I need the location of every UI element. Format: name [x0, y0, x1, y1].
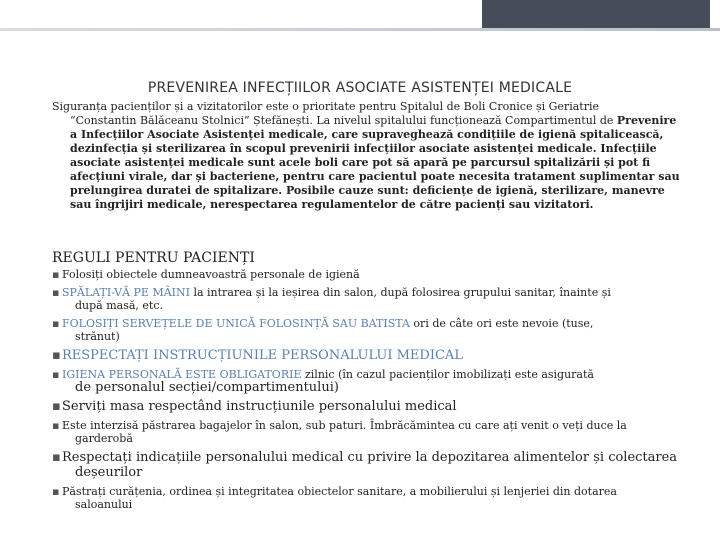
rule-text: la intrarea și la ieșirea din salon, după folosirea grupului sanitar, înainte și: [189, 286, 611, 299]
intro-paragraph: [52, 100, 682, 212]
top-decoration: [0, 0, 720, 32]
bullet-icon: ▪: [52, 286, 60, 299]
rule-item: [52, 419, 682, 445]
top-dark-stripe: [482, 0, 710, 28]
rule-text: zilnic (în cazul pacienților imobilizați este asigurată: [301, 368, 594, 381]
rule-item: [52, 450, 682, 480]
rules-list: [52, 268, 682, 516]
rule-item: [52, 399, 682, 414]
page-title: PREVENIREA INFECȚIILOR ASOCIATE ASISTENȚEI MEDICALE: [147, 80, 573, 96]
rule-item: [52, 485, 682, 511]
rule-item: [52, 348, 682, 363]
rule-highlight: RESPECTAȚI INSTRUCȚIUNILE PERSONALULUI MEDICAL: [62, 348, 463, 363]
bullet-icon: ▪: [52, 268, 60, 281]
rule-highlight: SPĂLAȚI-VĂ PE MÂINI: [62, 286, 190, 299]
rule-continuation: de personalul secției/compartimentului): [75, 380, 339, 395]
bullet-icon: ▪: [52, 485, 60, 498]
rule-continuation: deșeurilor: [75, 465, 143, 480]
rules-heading: REGULI PENTRU PACIENȚI: [52, 250, 255, 266]
rule-text: Păstrați curățenia, ordinea și integritatea obiectelor sanitare, a mobilierului și lenjeriei din dotarea: [62, 485, 617, 498]
top-light-stripe: [0, 28, 720, 31]
bullet-icon: ▪: [52, 419, 60, 432]
bullet-icon: ▪: [52, 348, 61, 363]
bullet-icon: ▪: [52, 399, 61, 414]
bullet-icon: ▪: [52, 317, 60, 330]
rule-item: [52, 317, 682, 343]
intro-bold-text: Prevenire a Infecțiilor Asociate Asistenței medicale, care supraveghează condițiile de igienă spitalicească, dezinfecția și sterilizarea în scopul prevenirii infecțiilor asociate asistenței medicale. Infecțiile asociate asistenței medicale sunt acele boli care pot să apară pe parcursul spitalizării și pot fi afecțiuni virale, dar și bacteriene, pentru care pacientul poate necesita tratament suplimentar sau prelungirea duratei de spitalizare. Posibile cauze sunt: deficiențe de igienă, sterilizare, manevre sau îngrijiri medicale, nerespectarea regulamentelor de către pacienți sau vizitatori.: [70, 114, 680, 211]
intro-part-2: “Constantin Bălăceanu Stolnici” Ștefănești. La nivelul spitalului funcționează Compartimentul de: [70, 114, 617, 127]
intro-line-1: Siguranța pacienților și a vizitatorilor este o prioritate pentru Spitalul de Boli Cronice și Geriatrie: [52, 100, 599, 113]
rule-continuation: saloanului: [75, 498, 133, 511]
rule-text: Serviți masa respectând instrucțiunile personalului medical: [62, 399, 457, 414]
intro-rest: [52, 114, 682, 212]
bullet-icon: ▪: [52, 368, 60, 381]
rule-highlight: IGIENA PERSONALĂ ESTE OBLIGATORIE: [62, 368, 302, 381]
rule-text: Folosiți obiectele dumneavoastră personale de igienă: [62, 268, 360, 281]
rule-highlight: FOLOSIȚI SERVEȚELE DE UNICĂ FOLOSINȚĂ SAU BATISTA: [62, 317, 410, 330]
rule-text: Este interzisă păstrarea bagajelor în salon, sub paturi. Îmbrăcămintea cu care ați venit o veți duce la: [62, 419, 627, 432]
rule-continuation: garderobă: [75, 432, 133, 445]
rule-item: [52, 268, 682, 281]
bullet-icon: ▪: [52, 450, 61, 465]
rule-item: [52, 286, 682, 312]
rule-item: [52, 368, 682, 394]
rule-continuation: după masă, etc.: [75, 299, 163, 312]
rule-text: Respectați indicațiile personalului medical cu privire la depozitarea alimentelor și colectarea: [62, 450, 678, 465]
rule-text: ori de câte ori este nevoie (tuse,: [409, 317, 594, 330]
rule-continuation: strănut): [75, 330, 120, 343]
